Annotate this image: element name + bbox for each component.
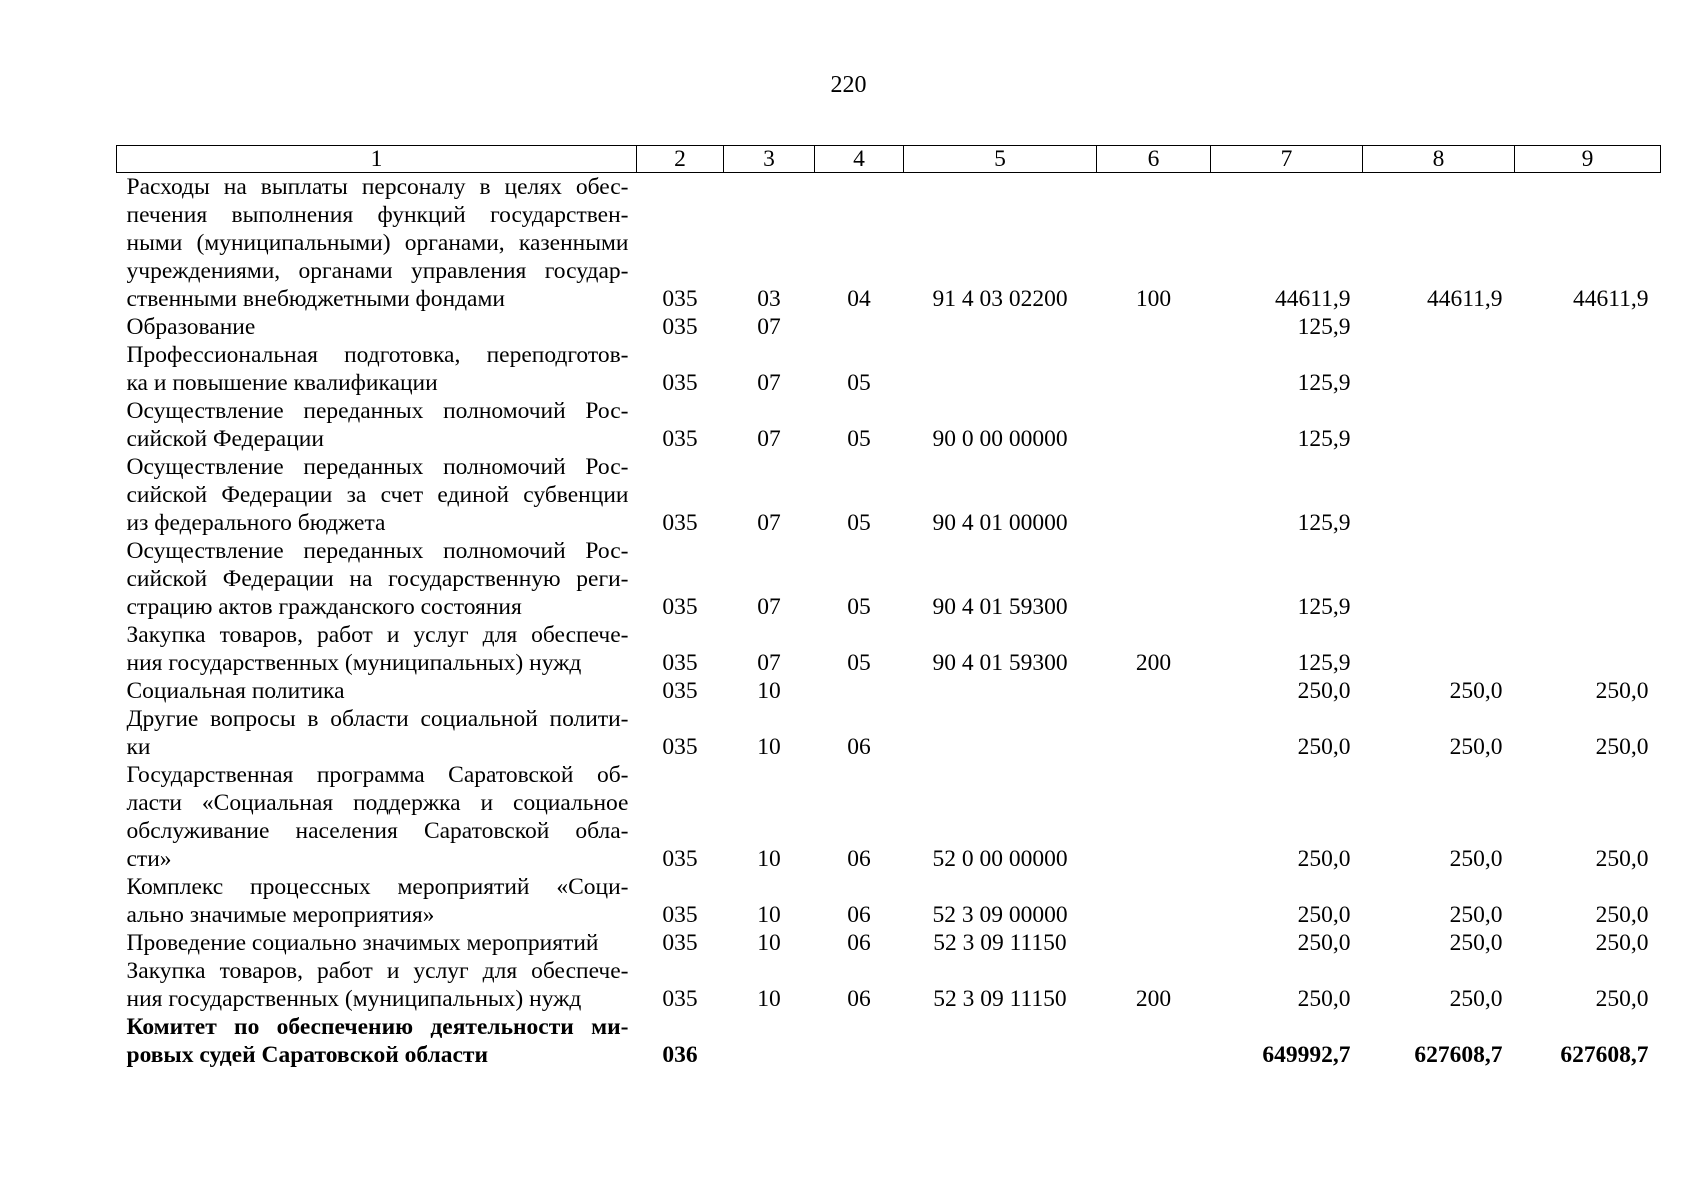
target-article-cell: 52 3 09 11150 xyxy=(933,930,1067,956)
expense-type-cell: 200 xyxy=(1135,650,1172,676)
expense-name-line: ния государственных (муниципальных) нужд xyxy=(126,986,582,1012)
column-header: 4 xyxy=(815,146,904,173)
amount-year2-cell xyxy=(1363,313,1515,341)
expense-name-line: Образование xyxy=(126,314,256,340)
column-header: 3 xyxy=(724,146,815,173)
table-row xyxy=(117,957,1661,1013)
expense-type-cell xyxy=(1097,453,1211,537)
expense-name-cell xyxy=(117,453,637,537)
target-article-cell: 90 4 01 59300 xyxy=(932,650,1068,676)
amount-year1-cell: 125,9 xyxy=(1297,650,1351,676)
section-code-cell: 10 xyxy=(757,902,781,928)
section-code-cell: 07 xyxy=(757,370,781,396)
expense-name-line: ально значимые мероприятия» xyxy=(126,902,435,928)
budget-table xyxy=(116,145,1661,1069)
subsection-code-cell xyxy=(815,313,904,341)
table-row xyxy=(117,621,1661,677)
expense-name-cell xyxy=(117,873,637,929)
subsection-code-cell: 05 xyxy=(847,594,871,620)
amount-year3-cell: 627608,7 xyxy=(1560,1042,1649,1068)
expense-type-cell xyxy=(1097,929,1211,957)
column-header: 5 xyxy=(904,146,1097,173)
target-article-cell: 52 0 00 00000 xyxy=(932,846,1068,872)
target-article-cell: 91 4 03 02200 xyxy=(932,286,1068,312)
section-code-cell: 10 xyxy=(757,930,781,956)
amount-year2-cell: 250,0 xyxy=(1449,902,1503,928)
subsection-code-cell: 04 xyxy=(847,286,871,312)
amount-year2-cell xyxy=(1363,621,1515,677)
amount-year3-cell: 250,0 xyxy=(1595,930,1649,956)
expense-type-cell xyxy=(1097,677,1211,705)
expense-name-line: Проведение социально значимых мероприятий xyxy=(126,930,599,956)
amount-year2-cell xyxy=(1363,341,1515,397)
expense-name-cell xyxy=(117,1013,637,1069)
amount-year2-cell xyxy=(1363,537,1515,621)
section-code-cell: 10 xyxy=(757,678,781,704)
table-body xyxy=(117,173,1661,1070)
expense-name-line: ными (муниципальными) органами, казенными xyxy=(126,230,629,256)
expense-name-cell xyxy=(117,341,637,397)
amount-year1-cell: 125,9 xyxy=(1297,370,1351,396)
subsection-code-cell: 06 xyxy=(847,902,871,928)
amount-year3-cell: 250,0 xyxy=(1595,902,1649,928)
expense-name-line: Осуществление переданных полномочий Рос- xyxy=(126,398,629,424)
target-article-cell xyxy=(904,677,1097,705)
expense-name-line: из федерального бюджета xyxy=(126,510,386,536)
expense-name-line: Закупка товаров, работ и услуг для обеспече- xyxy=(126,958,629,984)
target-article-cell: 90 4 01 00000 xyxy=(932,510,1068,536)
amount-year3-cell xyxy=(1515,341,1661,397)
ministry-code-cell: 035 xyxy=(662,650,698,676)
page-number: 220 xyxy=(830,72,867,98)
ministry-code-cell: 036 xyxy=(662,1042,698,1068)
subsection-code-cell: 05 xyxy=(847,426,871,452)
expense-name-line: Осуществление переданных полномочий Рос- xyxy=(126,538,629,564)
expense-name-line: Закупка товаров, работ и услуг для обеспече- xyxy=(126,622,629,648)
amount-year2-cell xyxy=(1363,453,1515,537)
ministry-code-cell: 035 xyxy=(662,734,698,760)
subsection-code-cell: 05 xyxy=(847,370,871,396)
subsection-code-cell: 06 xyxy=(847,930,871,956)
amount-year3-cell: 250,0 xyxy=(1595,846,1649,872)
amount-year1-cell: 125,9 xyxy=(1297,510,1351,536)
expense-name-line: ровых судей Саратовской области xyxy=(126,1042,489,1068)
expense-name-cell xyxy=(117,397,637,453)
table-header-row xyxy=(117,146,1661,173)
target-article-cell: 52 3 09 11150 xyxy=(933,986,1067,1012)
target-article-cell: 90 4 01 59300 xyxy=(932,594,1068,620)
amount-year3-cell xyxy=(1515,453,1661,537)
ministry-code-cell: 035 xyxy=(662,370,698,396)
amount-year2-cell: 250,0 xyxy=(1449,734,1503,760)
amount-year2-cell: 250,0 xyxy=(1449,846,1503,872)
amount-year1-cell: 250,0 xyxy=(1297,846,1351,872)
column-header: 6 xyxy=(1097,146,1211,173)
expense-name-cell xyxy=(117,537,637,621)
target-article-cell: 52 3 09 00000 xyxy=(932,902,1068,928)
expense-type-cell xyxy=(1097,705,1211,761)
subsection-code-cell: 05 xyxy=(847,510,871,536)
amount-year1-cell: 250,0 xyxy=(1297,734,1351,760)
expense-name-line: обслуживание населения Саратовской обла- xyxy=(126,818,629,844)
subsection-code-cell: 06 xyxy=(847,986,871,1012)
section-code-cell xyxy=(724,1013,815,1069)
table-row xyxy=(117,453,1661,537)
ministry-code-cell: 035 xyxy=(662,986,698,1012)
target-article-cell xyxy=(904,705,1097,761)
expense-type-cell xyxy=(1097,1013,1211,1069)
amount-year3-cell: 250,0 xyxy=(1595,986,1649,1012)
amount-year1-cell: 250,0 xyxy=(1297,930,1351,956)
ministry-code-cell: 035 xyxy=(662,902,698,928)
amount-year2-cell xyxy=(1363,397,1515,453)
expense-name-line: сти» xyxy=(126,846,172,872)
section-code-cell: 07 xyxy=(757,426,781,452)
expense-name-cell xyxy=(117,705,637,761)
amount-year1-cell: 649992,7 xyxy=(1262,1042,1351,1068)
expense-name-line: печения выполнения функций государствен- xyxy=(126,202,629,228)
expense-type-cell xyxy=(1097,397,1211,453)
table-row xyxy=(117,761,1661,873)
amount-year1-cell: 125,9 xyxy=(1297,594,1351,620)
expense-name-cell xyxy=(117,313,637,341)
section-code-cell: 10 xyxy=(757,734,781,760)
section-code-cell: 10 xyxy=(757,846,781,872)
expense-name-cell xyxy=(117,957,637,1013)
expense-name-line: Социальная политика xyxy=(126,678,345,704)
subsection-code-cell xyxy=(815,1013,904,1069)
section-code-cell: 07 xyxy=(757,510,781,536)
ministry-code-cell: 035 xyxy=(662,930,698,956)
amount-year3-cell: 250,0 xyxy=(1595,734,1649,760)
amount-year2-cell: 44611,9 xyxy=(1426,286,1503,312)
expense-name-cell xyxy=(117,761,637,873)
expense-name-line: ки xyxy=(126,734,151,760)
expense-name-line: сийской Федерации за счет единой субвенции xyxy=(126,482,629,508)
section-code-cell: 03 xyxy=(757,286,781,312)
expense-name-cell xyxy=(117,929,637,957)
amount-year3-cell: 44611,9 xyxy=(1572,286,1649,312)
expense-name-line: ния государственных (муниципальных) нужд xyxy=(126,650,582,676)
amount-year1-cell: 44611,9 xyxy=(1274,286,1351,312)
expense-type-cell xyxy=(1097,537,1211,621)
subsection-code-cell xyxy=(815,677,904,705)
expense-name-line: ласти «Социальная поддержка и социальное xyxy=(126,790,629,816)
subsection-code-cell: 05 xyxy=(847,650,871,676)
expense-name-line: Осуществление переданных полномочий Рос- xyxy=(126,454,629,480)
table-row xyxy=(117,929,1661,957)
column-header: 8 xyxy=(1363,146,1515,173)
table-row xyxy=(117,873,1661,929)
ministry-code-cell: 035 xyxy=(662,314,698,340)
target-article-cell: 90 0 00 00000 xyxy=(932,426,1068,452)
expense-name-line: сийской Федерации на государственную реги- xyxy=(126,566,629,592)
amount-year3-cell xyxy=(1515,537,1661,621)
amount-year2-cell: 627608,7 xyxy=(1414,1042,1503,1068)
expense-name-line: Комитет по обеспечению деятельности ми- xyxy=(126,1014,629,1040)
amount-year1-cell: 125,9 xyxy=(1297,426,1351,452)
amount-year3-cell xyxy=(1515,313,1661,341)
target-article-cell xyxy=(904,1013,1097,1069)
expense-type-cell xyxy=(1097,761,1211,873)
ministry-code-cell: 035 xyxy=(662,426,698,452)
expense-name-line: ка и повышение квалификации xyxy=(126,370,438,396)
amount-year1-cell: 125,9 xyxy=(1297,314,1351,340)
ministry-code-cell: 035 xyxy=(662,510,698,536)
section-code-cell: 10 xyxy=(757,986,781,1012)
table-row xyxy=(117,705,1661,761)
expense-name-line: учреждениями, органами управления государ- xyxy=(126,258,629,284)
column-header: 7 xyxy=(1211,146,1363,173)
expense-name-line: Профессиональная подготовка, переподготов- xyxy=(126,342,629,368)
expense-name-line: страцию актов гражданского состояния xyxy=(126,594,522,620)
expense-type-cell: 200 xyxy=(1135,986,1172,1012)
amount-year3-cell xyxy=(1515,397,1661,453)
table-row xyxy=(117,677,1661,705)
table-row xyxy=(117,173,1661,314)
amount-year2-cell: 250,0 xyxy=(1449,986,1503,1012)
expense-name-line: Комплекс процессных мероприятий «Соци- xyxy=(126,874,629,900)
expense-name-cell xyxy=(117,173,637,314)
expense-name-line: сийской Федерации xyxy=(126,426,324,452)
expense-name-line: ственными внебюджетными фондами xyxy=(126,286,505,312)
expense-type-cell xyxy=(1097,341,1211,397)
amount-year1-cell: 250,0 xyxy=(1297,986,1351,1012)
table-row xyxy=(117,397,1661,453)
expense-name-cell xyxy=(117,621,637,677)
column-header: 2 xyxy=(637,146,724,173)
column-header: 1 xyxy=(117,146,637,173)
subsection-code-cell: 06 xyxy=(847,846,871,872)
amount-year3-cell: 250,0 xyxy=(1595,678,1649,704)
amount-year3-cell xyxy=(1515,621,1661,677)
expense-type-cell xyxy=(1097,313,1211,341)
section-code-cell: 07 xyxy=(757,314,781,340)
amount-year2-cell: 250,0 xyxy=(1449,678,1503,704)
amount-year2-cell: 250,0 xyxy=(1449,930,1503,956)
expense-type-cell: 100 xyxy=(1135,286,1172,312)
table-row xyxy=(117,313,1661,341)
ministry-code-cell: 035 xyxy=(662,678,698,704)
expense-type-cell xyxy=(1097,873,1211,929)
table-row xyxy=(117,537,1661,621)
ministry-code-cell: 035 xyxy=(662,594,698,620)
table-row xyxy=(117,341,1661,397)
expense-name-line: Другие вопросы в области социальной полити- xyxy=(126,706,629,732)
expense-name-line: Государственная программа Саратовской об- xyxy=(126,762,629,788)
section-code-cell: 07 xyxy=(757,594,781,620)
expense-name-line: Расходы на выплаты персоналу в целях обес- xyxy=(126,174,629,200)
table-row xyxy=(117,1013,1661,1069)
target-article-cell xyxy=(904,313,1097,341)
ministry-code-cell: 035 xyxy=(662,286,698,312)
amount-year1-cell: 250,0 xyxy=(1297,902,1351,928)
expense-name-cell xyxy=(117,677,637,705)
column-header: 9 xyxy=(1515,146,1661,173)
target-article-cell xyxy=(904,341,1097,397)
section-code-cell: 07 xyxy=(757,650,781,676)
amount-year1-cell: 250,0 xyxy=(1297,678,1351,704)
ministry-code-cell: 035 xyxy=(662,846,698,872)
subsection-code-cell: 06 xyxy=(847,734,871,760)
